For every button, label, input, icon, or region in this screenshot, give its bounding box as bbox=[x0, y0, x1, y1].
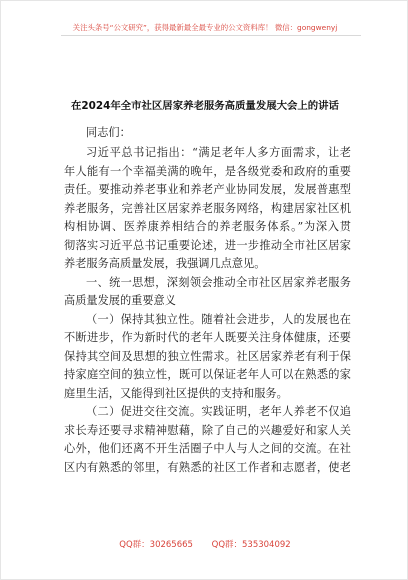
body-line: 保持其空间及思想的独立性需求。社区居家养老有利于保 bbox=[64, 349, 351, 363]
body-line: （二）促进交往交流。实践证明，老年人养老不仅追 bbox=[86, 405, 351, 418]
body-line: 区内有熟悉的邻里，有熟悉的社区工作者和志愿者，使老 bbox=[64, 460, 351, 474]
footer-contact bbox=[1, 538, 408, 550]
body-line: 习近平总书记指出：“满足老年人多方面需求，让老 bbox=[86, 146, 351, 159]
body-line: 养老服务高质量发展，我强调几点意见。 bbox=[64, 257, 266, 270]
body-line: 养老服务，完善社区居家养老服务网络，构建居家社区机 bbox=[64, 201, 351, 215]
section-heading-line: 一、统一思想，深刻领会推动全市社区居家养老服务 bbox=[86, 275, 351, 289]
section-heading-line: 高质量发展的重要意义 bbox=[64, 294, 176, 307]
header-divider bbox=[61, 35, 361, 36]
footer-qq-group-2: QQ群：535304092 bbox=[211, 540, 291, 550]
header-banner: 关注头条号“公文研究”，获得最新最全最专业的公文资料库！ 微信：gongwenyj bbox=[72, 23, 338, 32]
document-body bbox=[64, 144, 351, 477]
salutation: 同志们： bbox=[86, 126, 131, 139]
body-line: 彻落实习近平总书记重要论述，进一步推动全市社区居家 bbox=[64, 238, 351, 252]
body-line: 持家庭空间的独立性，既可以保证老年人可以在熟悉的家 bbox=[64, 368, 351, 381]
body-line: （一）保持其独立性。随着社会进步，人的发展也在 bbox=[86, 312, 351, 326]
body-line: 不断进步，作为新时代的老年人既要关注身体健康，还要 bbox=[64, 331, 351, 344]
footer-qq-group-1: QQ群：30265665 bbox=[119, 540, 193, 550]
document-title: 在2024年全市社区居家养老服务高质量发展大会上的讲话 bbox=[71, 100, 339, 112]
body-line: 构相协调、医养康养相结合的养老服务体系。”为深入贯 bbox=[64, 220, 351, 233]
body-line: 庭里生活，又能得到社区提供的支持和服务。 bbox=[64, 386, 288, 400]
body-line: 年人能有一个幸福美满的晚年，是各级党委和政府的重要 bbox=[64, 164, 351, 178]
body-line: 求长寿还要寻求精神慰藉，除了自己的兴趣爱好和家人关 bbox=[64, 423, 351, 437]
body-line: 责任。要推动养老事业和养老产业协同发展，发展普惠型 bbox=[64, 183, 351, 196]
body-line: 心外，他们还离不开生活圈子中人与人之间的交流。在社 bbox=[64, 442, 351, 455]
